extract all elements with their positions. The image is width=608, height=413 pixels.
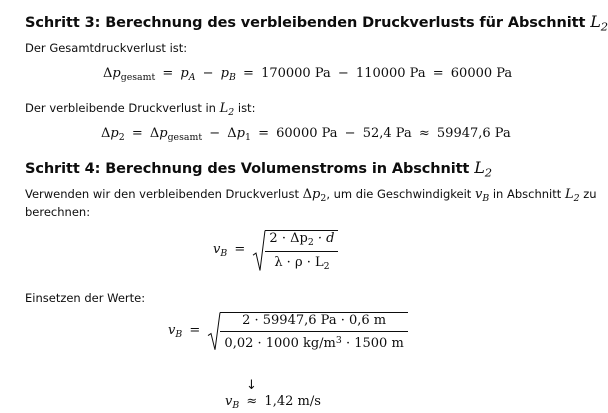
step4-heading-text: Schritt 4: Berechnung des Volumenstroms in Abschnitt [25, 161, 470, 177]
step3-heading-var: $L_2$ [590, 12, 608, 34]
sqrt-symbol-substituted [207, 312, 407, 351]
substituted-fraction: $\frac{2 \cdot 59947,6 Pa \cdot 0,6 m}{0,02 \cdot 1000 kg/m^3 \cdot 1500 m}$ [220, 313, 407, 351]
step4-heading-var: $L_2$ [474, 158, 492, 180]
sqrt-symbol [252, 230, 338, 272]
step4-text-line1: Verwenden wir den verbleibenden Druckverlust $\Delta p_2$, um die Geschwindigkeit $v_B$ in Abschnitt $L_2$ zu [25, 187, 597, 204]
formula-velocity-substituted: $v_B$ = $\frac{2 \cdot 59947,6 Pa \cdot 0,6 m}{0,02 \cdot 1000 kg/m^3 \cdot 1500 m}$ [168, 312, 408, 351]
velocity-fraction: $\frac{2 \cdot \Delta p_2 \cdot d}{\lambda \cdot \rho \cdot L_2}$ [265, 231, 338, 272]
step3-remaining-intro: Der verbleibende Druckverlust in $L_2$ ist: [25, 101, 256, 118]
step3-heading-text: Schritt 3: Berechnung des verbleibenden Druckverlusts für Abschnitt [25, 15, 586, 31]
formula-velocity: $v_B$ = $\frac{2 \cdot \Delta p_2 \cdot d}{\lambda \cdot \rho \cdot L_2}$ [213, 230, 338, 272]
final-velocity-result: $v_B \approx 1,42$ m/s [225, 394, 321, 411]
down-arrow-icon: ↓ [246, 378, 257, 393]
insert-values-label: Einsetzen der Werte: [25, 291, 146, 305]
equation-total-pressure-loss: $\Delta p_{gesamt} = p_A - p_B = 170000$ Pa − 110000 Pa = 60000 Pa [103, 66, 513, 83]
equation-remaining-pressure-loss: $\Delta p_2 = \Delta p_{gesamt} - \Delta p_1 = 60000$ Pa − 52,4 Pa ≈ 59947,6 Pa [101, 126, 511, 143]
step3-total-intro: Der Gesamtdruckverlust ist: [25, 41, 188, 55]
step4-text-line2: berechnen: [25, 205, 91, 219]
step3-heading [25, 12, 608, 34]
step4-heading [25, 158, 492, 180]
